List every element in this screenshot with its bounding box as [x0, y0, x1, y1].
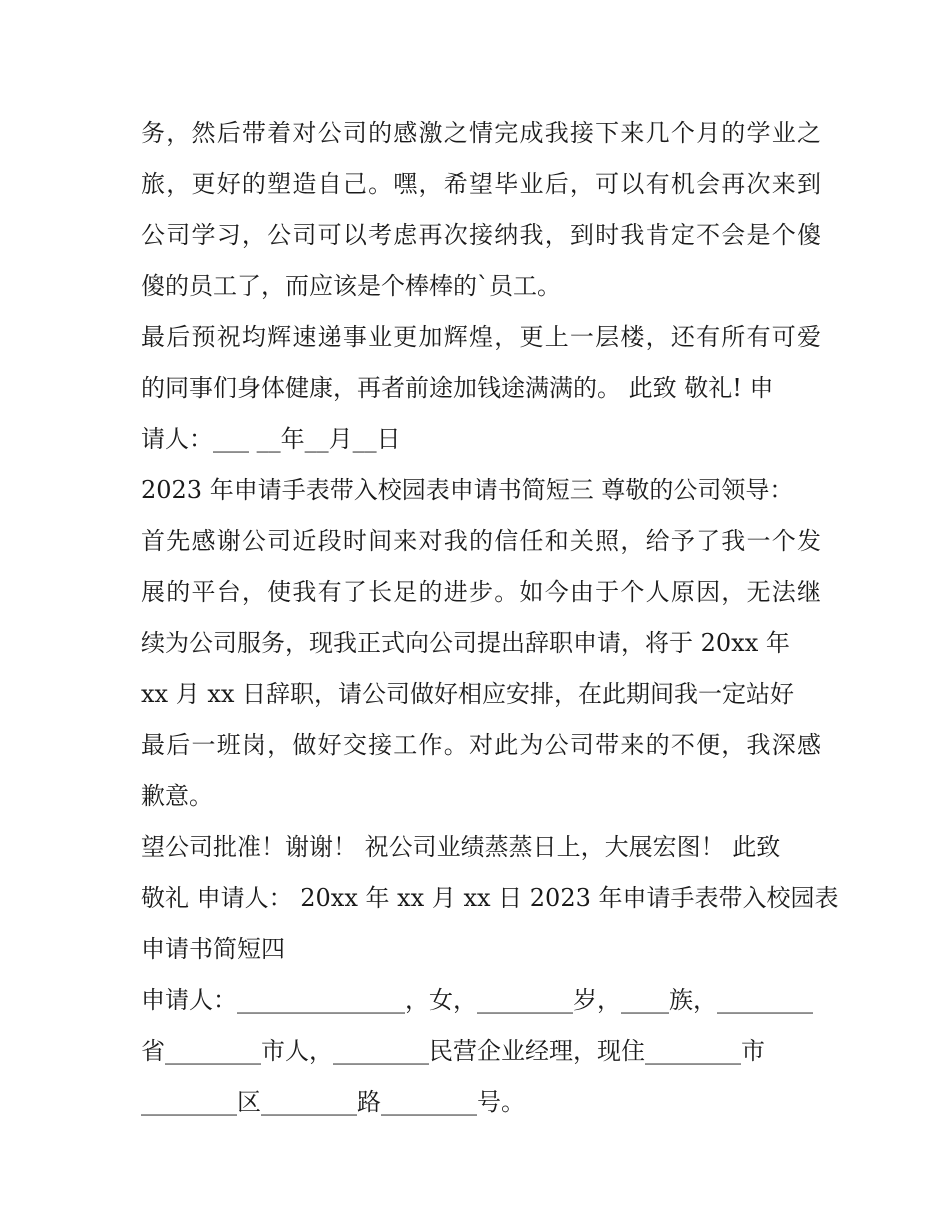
text-line: 省________市人，________民营企业经理，现住________市 [141, 1037, 765, 1065]
text-line: 敬礼 申请人： 20xx 年 xx 月 xx 日 2023 年申请手表带入校园表 [141, 884, 839, 912]
text-line: 公司学习，公司可以考虑再次接纳我，到时我肯定不会是个傻 [141, 221, 821, 249]
text-line: 请人：___ __年__月__日 [141, 425, 401, 453]
text-line: 展的平台，使我有了长足的进步。如今由于个人原因，无法继 [141, 578, 821, 606]
text-line: xx 月 xx 日辞职，请公司做好相应安排，在此期间我一定站好 [141, 680, 795, 708]
text-line: 续为公司服务，现我正式向公司提出辞职申请，将于 20xx 年 [141, 629, 790, 657]
text-line: 申请书简短四 [141, 935, 285, 963]
text-line: ________区________路________号。 [141, 1088, 525, 1116]
text-line: 务，然后带着对公司的感激之情完成我接下来几个月的学业之 [141, 119, 821, 147]
text-line: 傻的员工了，而应该是个棒棒的`员工。 [141, 272, 561, 300]
document-body [141, 108, 839, 1128]
text-line: 的同事们身体健康，再者前途加钱途满满的。 此致 敬礼! 申 [141, 374, 774, 402]
text-line: 申请人：______________，女，________岁，____族，________ [141, 986, 813, 1014]
text-line: 歉意。 [141, 782, 213, 810]
text-line: 旅，更好的塑造自己。嘿，希望毕业后，可以有机会再次来到 [141, 170, 821, 198]
text-line: 望公司批准！谢谢！ 祝公司业绩蒸蒸日上，大展宏图！ 此致 [141, 833, 781, 861]
text-line: 2023 年申请手表带入校园表申请书简短三 尊敬的公司领导： [141, 476, 794, 504]
text-line: 首先感谢公司近段时间来对我的信任和关照，给予了我一个发 [141, 527, 821, 555]
text-line: 最后预祝均辉速递事业更加辉煌，更上一层楼，还有所有可爱 [141, 323, 821, 351]
text-line: 最后一班岗，做好交接工作。对此为公司带来的不便，我深感 [141, 731, 821, 759]
